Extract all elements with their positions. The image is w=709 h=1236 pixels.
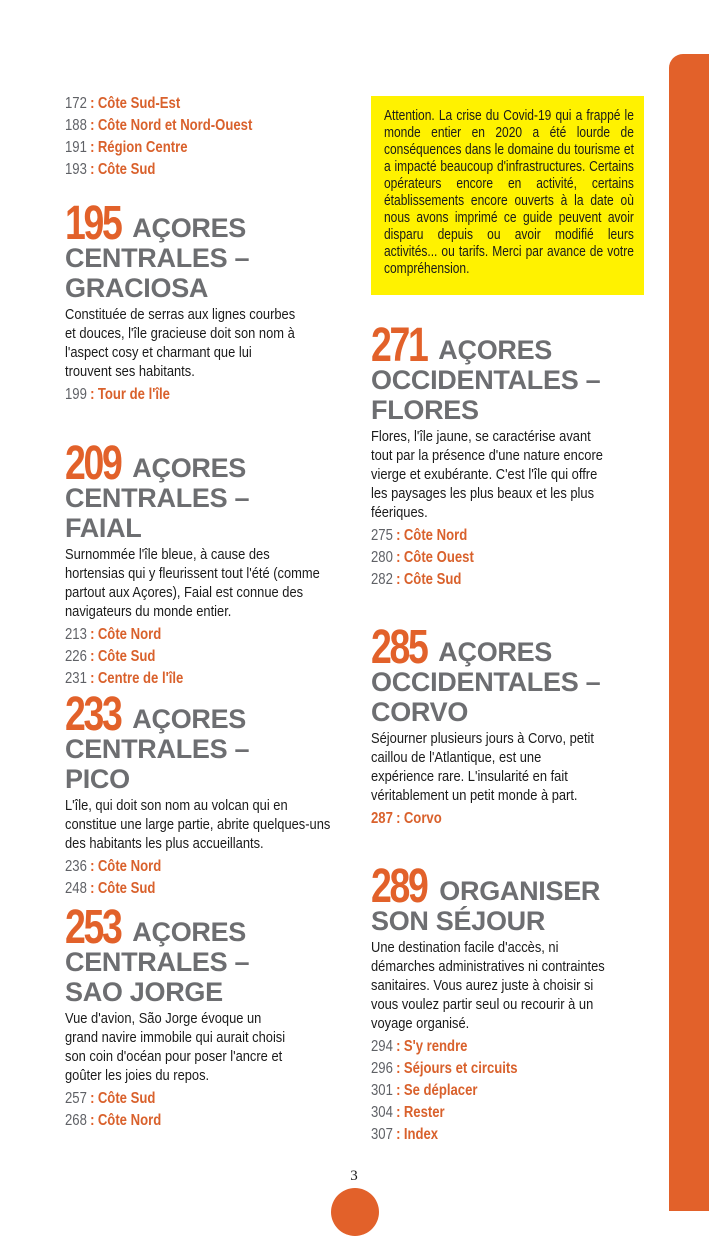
section-heading bbox=[371, 621, 611, 727]
section-heading bbox=[65, 437, 305, 543]
section-title: AÇORES OCCIDENTALES – FLORES bbox=[371, 335, 601, 425]
toc-entry[interactable]: 236 : Côte Nord bbox=[65, 858, 162, 875]
toc-entry[interactable]: 294 : S'y rendre bbox=[371, 1038, 468, 1055]
toc-entry[interactable]: 172 : Côte Sud-Est bbox=[65, 95, 181, 112]
section-description: Surnommée l'île bleue, à cause des hortensias qui y fleurissent tout l'été (comme partout aux Açores), Faial est connue des navigateurs du monde entier. bbox=[65, 546, 320, 620]
toc-entry[interactable]: 257 : Côte Sud bbox=[65, 1090, 156, 1107]
toc-entry[interactable]: 304 : Rester bbox=[371, 1104, 445, 1121]
section-title: ORGANISER SON SÉJOUR bbox=[371, 876, 601, 936]
section-toc bbox=[371, 808, 646, 830]
toc-entry[interactable]: 199 : Tour de l'île bbox=[65, 386, 170, 403]
section-corvo bbox=[371, 621, 646, 830]
section-toc bbox=[371, 525, 646, 591]
toc-entry[interactable]: 213 : Côte Nord bbox=[65, 626, 162, 643]
section-heading bbox=[65, 688, 305, 794]
section-toc bbox=[65, 1088, 355, 1132]
toc-entry[interactable]: 307 : Index bbox=[371, 1126, 439, 1143]
chapter-tab bbox=[669, 54, 709, 1211]
section-description: Constituée de serras aux lignes courbes et douces, l'île gracieuse doit son nom à l'aspect cosy et charmant que lui trouvent ses habitants. bbox=[65, 306, 296, 380]
section-description: Flores, l'île jaune, se caractérise avant tout par la présence d'une nature encore vierge et exubérante. C'est l'île qui offre les paysages les plus beaux et les plus féeriques. bbox=[371, 428, 603, 521]
section-page-number: 233 bbox=[65, 688, 121, 741]
toc-entry[interactable]: 280 : Côte Ouest bbox=[371, 549, 474, 566]
section-title: AÇORES CENTRALES – GRACIOSA bbox=[65, 213, 250, 303]
section-toc bbox=[65, 856, 355, 900]
section-title: AÇORES CENTRALES – PICO bbox=[65, 704, 250, 794]
section-description: Vue d'avion, São Jorge évoque un grand navire immobile qui aurait choisi son coin d'océan pour poser l'ancre et goûter les joies du repos. bbox=[65, 1010, 286, 1084]
section-page-number: 195 bbox=[65, 197, 121, 250]
section-description: L'île, qui doit son nom au volcan qui en constitue une large partie, abrite quelques-uns des habitants les plus accueillants. bbox=[65, 797, 331, 852]
section-title: AÇORES CENTRALES – SAO JORGE bbox=[65, 917, 250, 1007]
section-page-number: 285 bbox=[371, 621, 427, 674]
section-title: AÇORES CENTRALES – FAIAL bbox=[65, 453, 250, 543]
covid-notice-box bbox=[371, 96, 644, 295]
toc-entry[interactable]: 191 : Région Centre bbox=[65, 139, 188, 156]
toc-entry[interactable]: 193 : Côte Sud bbox=[65, 161, 156, 178]
section-organiser bbox=[371, 860, 646, 1146]
page-number: 3 bbox=[350, 1168, 358, 1184]
section-heading bbox=[65, 901, 265, 1007]
toc-entry[interactable]: 268 : Côte Nord bbox=[65, 1112, 162, 1129]
section-pico bbox=[65, 688, 355, 900]
section-graciosa bbox=[65, 197, 355, 406]
section-flores bbox=[371, 319, 646, 591]
toc-entry[interactable]: 231 : Centre de l'île bbox=[65, 670, 184, 687]
section-heading bbox=[65, 197, 265, 303]
section-description: Une destination facile d'accès, ni démarches administratives ni contraintes sanitaires. Vous aurez juste à choisir si vous voulez partir seul ou recourir à un voyage organisé. bbox=[371, 939, 605, 1032]
section-title: AÇORES OCCIDENTALES – CORVO bbox=[371, 637, 601, 727]
toc-entry[interactable]: 296 : Séjours et circuits bbox=[371, 1060, 518, 1077]
section-page-number: 253 bbox=[65, 901, 121, 954]
toc-entry[interactable]: 287 : Corvo bbox=[371, 810, 442, 827]
notice-text: Attention. La crise du Covid-19 qui a frappé le monde entier en 2020 a été lourde de conséquences dans le domaine du tourisme et a impacté beaucoup d'infrastructures. Certains opérateurs encore en activité, certains établissements encore ouverts à la date où nous avons imprimé ce guide peuvent avoir disparu depuis ou avoir modifié leurs activités... ou tarifs. Merci par avance de votre compréhension. bbox=[384, 108, 634, 277]
page-marker-dot bbox=[331, 1188, 379, 1236]
section-sao-jorge bbox=[65, 901, 355, 1132]
toc-entry[interactable]: 275 : Côte Nord bbox=[371, 527, 468, 544]
toc-entry[interactable]: 301 : Se déplacer bbox=[371, 1082, 478, 1099]
toc-entry[interactable]: 282 : Côte Sud bbox=[371, 571, 462, 588]
toc-entry[interactable]: 226 : Côte Sud bbox=[65, 648, 156, 665]
section-toc bbox=[65, 624, 355, 690]
section-page-number: 271 bbox=[371, 319, 427, 372]
section-toc bbox=[65, 384, 355, 406]
toc-entry[interactable]: 248 : Côte Sud bbox=[65, 880, 156, 897]
section-page-number: 289 bbox=[371, 860, 427, 913]
section-heading bbox=[371, 860, 621, 936]
section-page-number: 209 bbox=[65, 437, 121, 490]
section-description: Séjourner plusieurs jours à Corvo, petit caillou de l'Atlantique, est une expérience rare. L'insularité en fait véritablement un petit monde à part. bbox=[371, 730, 594, 804]
section-faial bbox=[65, 437, 355, 690]
section-heading bbox=[371, 319, 611, 425]
toc-entry[interactable]: 188 : Côte Nord et Nord-Ouest bbox=[65, 117, 253, 134]
section-toc bbox=[371, 1036, 646, 1146]
intro-toc bbox=[65, 93, 293, 181]
